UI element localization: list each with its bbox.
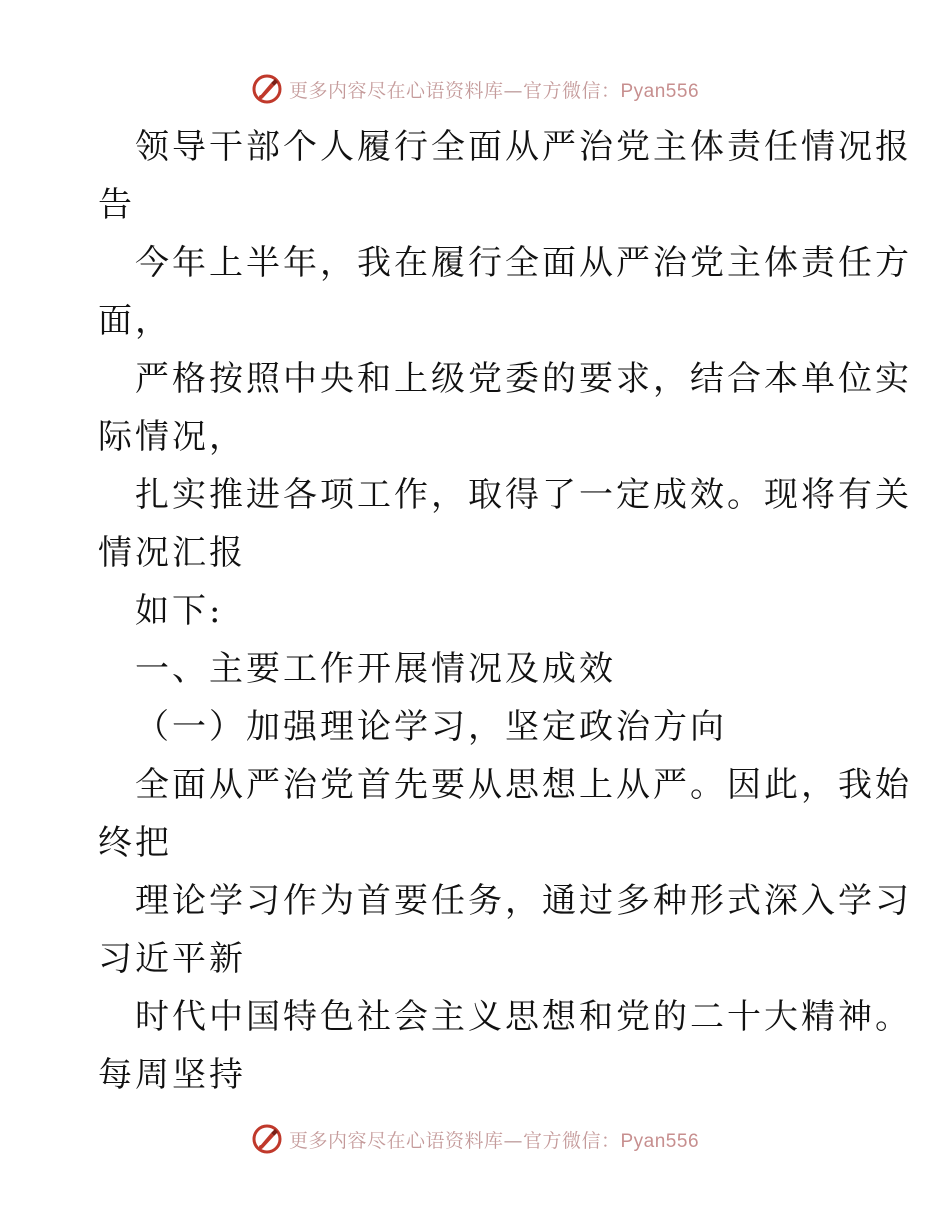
section-heading: 一、主要工作开展情况及成效	[135, 649, 616, 689]
text-line: 扎实推进各项工作，取得了一定成效。现将有关	[135, 475, 912, 515]
watermark-text: 更多内容尽在心语资料库—官方微信：Pyan556	[288, 79, 700, 102]
text-line: 全面从严治党首先要从思想上从严。因此，我始	[135, 765, 912, 805]
text-line: 每周坚持	[98, 1055, 246, 1095]
text-line: 际情况，	[98, 417, 246, 457]
text-line: 情况汇报	[98, 533, 246, 573]
text-line: 面，	[98, 301, 172, 341]
watermark-text: 更多内容尽在心语资料库—官方微信：Pyan556	[288, 1129, 700, 1152]
footer-watermark	[0, 1122, 950, 1156]
text-line: 严格按照中央和上级党委的要求，结合本单位实	[135, 359, 912, 399]
text-line: 终把	[98, 823, 172, 863]
header-watermark	[0, 72, 950, 106]
pen-logo-icon	[251, 73, 283, 105]
text-line: 习近平新	[98, 939, 246, 979]
text-line: 告	[98, 185, 135, 225]
text-line: 理论学习作为首要任务，通过多种形式深入学习	[135, 881, 912, 921]
text-line: 领导干部个人履行全面从严治党主体责任情况报	[135, 127, 912, 167]
subsection-heading: （一）加强理论学习，坚定政治方向	[135, 707, 727, 747]
watermark-id: Pyan556	[620, 1130, 700, 1152]
document-body	[98, 118, 912, 1104]
text-line: 如下:	[135, 591, 224, 631]
text-line: 时代中国特色社会主义思想和党的二十大精神。	[135, 997, 912, 1037]
text-line: 今年上半年，我在履行全面从严治党主体责任方	[135, 243, 912, 283]
watermark-id: Pyan556	[620, 80, 700, 102]
pen-logo-icon	[251, 1123, 283, 1155]
